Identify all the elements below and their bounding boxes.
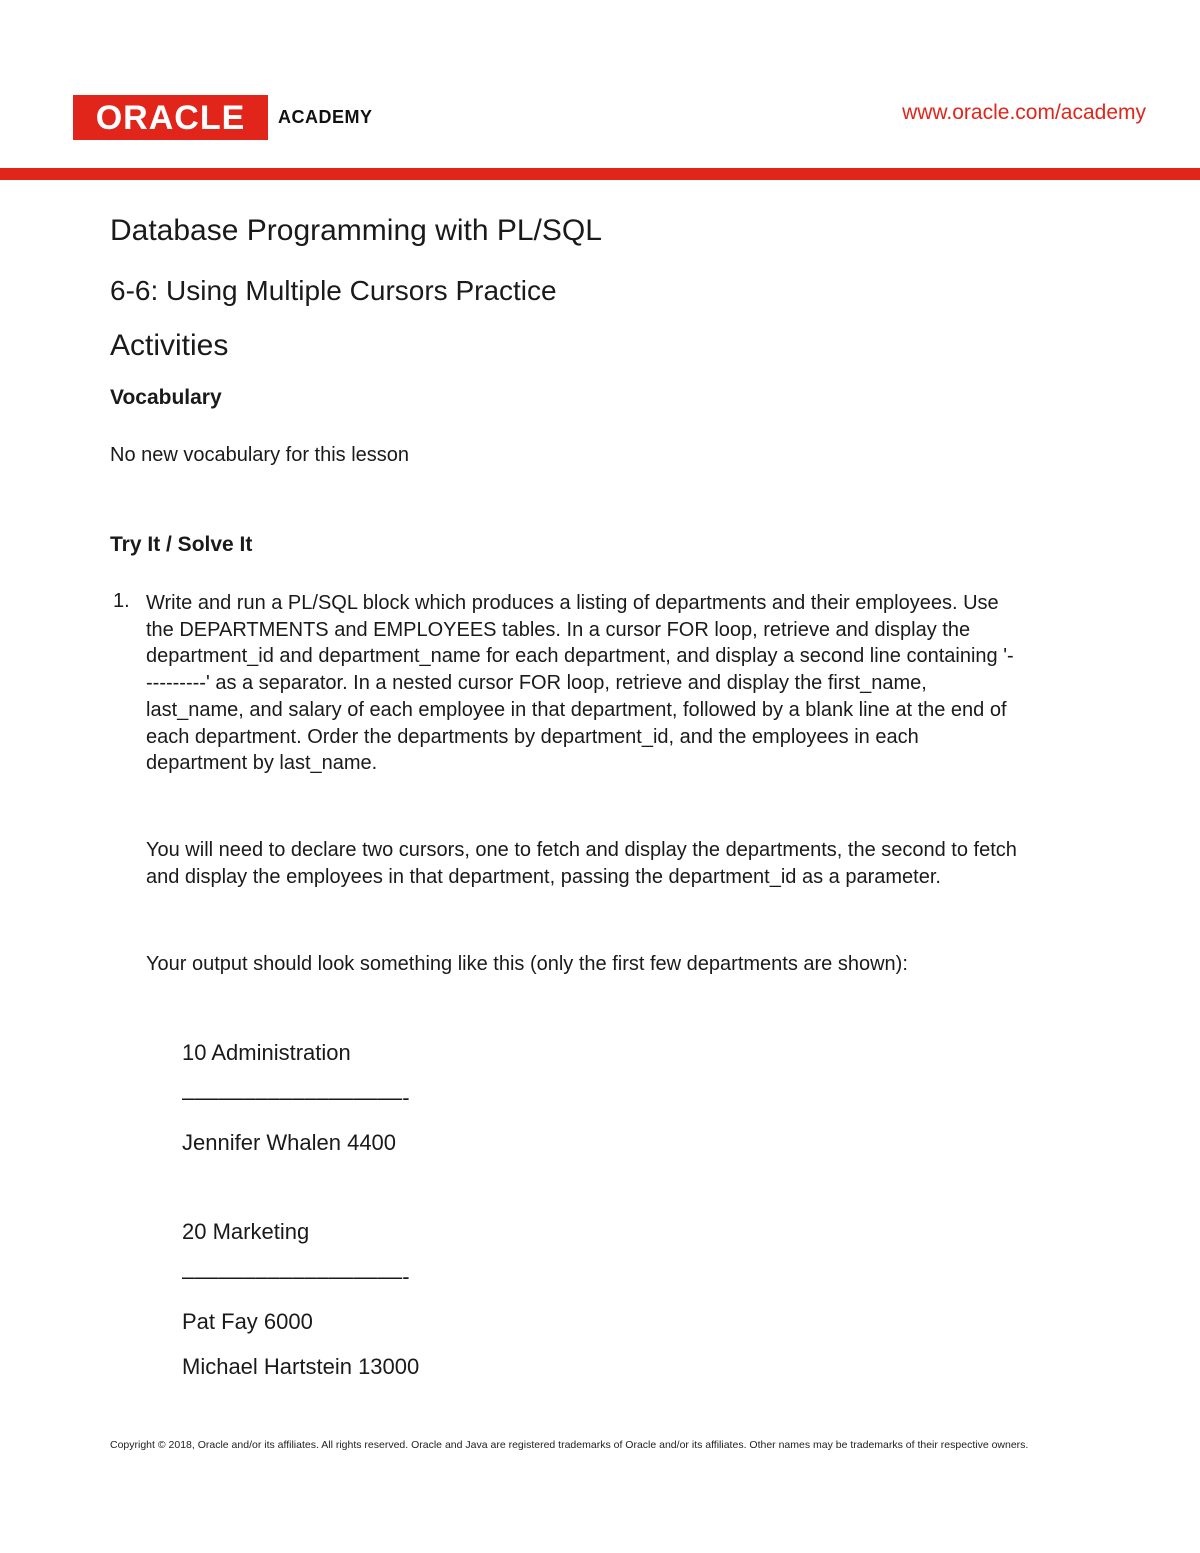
vocabulary-text: No new vocabulary for this lesson [110, 444, 410, 466]
output-line: 10 Administration [182, 1040, 351, 1065]
cursor-note-paragraph: You will need to declare two cursors, one to fetch and display the departments, the second to fetch and display the employees in that department, passing the department_id as a parameter. [146, 839, 1017, 888]
academy-url-link[interactable]: www.oracle.com/academy [902, 101, 1146, 124]
copyright-footer: Copyright © 2018, Oracle and/or its affiliates. All rights reserved. Oracle and Java are registered trademarks of Oracle and/or its affiliates. Other names may be trademarks of their respective owners. [110, 1439, 1029, 1451]
course-title: Database Programming with PL/SQL [110, 214, 602, 247]
activities-heading: Activities [110, 329, 229, 362]
output-line: Michael Hartstein 13000 [182, 1354, 420, 1379]
lesson-title: Using Multiple Cursors Practice [166, 275, 557, 306]
output-line: Pat Fay 6000 [182, 1309, 313, 1334]
vocabulary-heading: Vocabulary [110, 386, 222, 409]
output-intro-paragraph: Your output should look something like this (only the first few departments are shown): [146, 953, 908, 975]
list-item-number: 1. [113, 590, 130, 612]
output-separator: ––––––––––––––––––- [182, 1264, 410, 1289]
oracle-logo [73, 95, 268, 140]
output-line: 20 Marketing [182, 1219, 310, 1244]
try-it-heading: Try It / Solve It [110, 533, 253, 556]
lesson-number: 6-6: [110, 275, 159, 306]
header-divider [0, 168, 1200, 180]
academy-label: ACADEMY [278, 107, 373, 127]
output-line: Jennifer Whalen 4400 [182, 1130, 397, 1155]
output-separator: ––––––––––––––––––- [182, 1085, 410, 1110]
logo-text: ORACLE [95, 98, 246, 137]
lesson-heading [110, 275, 557, 307]
instruction-paragraph: Write and run a PL/SQL block which produces a listing of departments and their employees. Use the DEPARTMENTS and EMPLOYEES tables. In a cursor FOR loop, retrieve and display the department_id and department_name for each department, and display a second line containing '- ---------' as a separator. In a nested cursor FOR loop, retrieve and display the first_name, last_name, and salary of each employee in that department, followed by a blank line at the end of each department. Order the departments by department_id, and the employees in each department by last_name. [146, 592, 1014, 775]
